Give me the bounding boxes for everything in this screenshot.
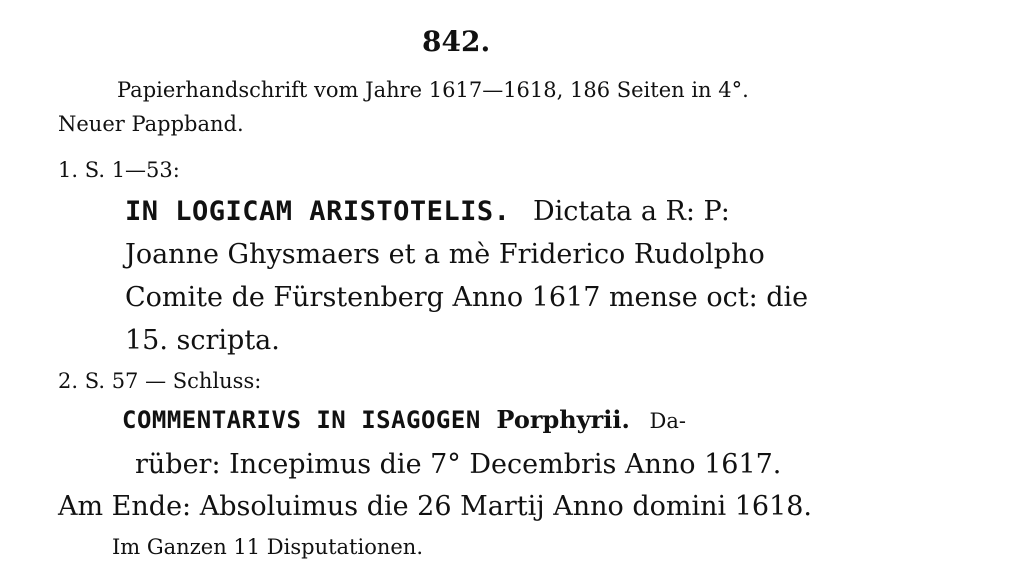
description-line-2: Neuer Pappband. [58, 112, 244, 136]
item-2-reference: 2. S. 57 — Schluss: [58, 369, 262, 393]
item-2-title-tail: Da- [649, 409, 686, 433]
description-line-1: Papierhandschrift vom Jahre 1617—1618, 186 Seiten in 4°. [117, 78, 749, 102]
entry-number: 842. [422, 25, 491, 58]
item-1-text-line-4: 15. scripta. [125, 325, 280, 356]
item-2-title-line [122, 405, 686, 434]
item-2-title: COMMENTARIVS IN ISAGOGEN [122, 406, 481, 434]
item-1-reference: 1. S. 1—53: [58, 158, 180, 182]
item-1-text-line-3: Comite de Fürstenberg Anno 1617 mense oct: die [125, 282, 809, 313]
item-1-title: IN LOGICAM ARISTOTELIS. [125, 196, 511, 227]
item-2-text-line-2: rüber: Incepimus die 7° Decembris Anno 1617. [135, 449, 782, 480]
item-1-text-line-2: Joanne Ghysmaers et a mè Friderico Rudolpho [125, 239, 765, 270]
item-1-title-rest: Dictata a R: P: [532, 196, 730, 227]
item-1-title-line [125, 198, 730, 225]
item-2-summary: Im Ganzen 11 Disputationen. [112, 535, 424, 559]
item-2-title-rest: Porphyrii. [496, 405, 630, 434]
item-2-end-line: Am Ende: Absoluimus die 26 Martij Anno domini 1618. [58, 491, 813, 522]
